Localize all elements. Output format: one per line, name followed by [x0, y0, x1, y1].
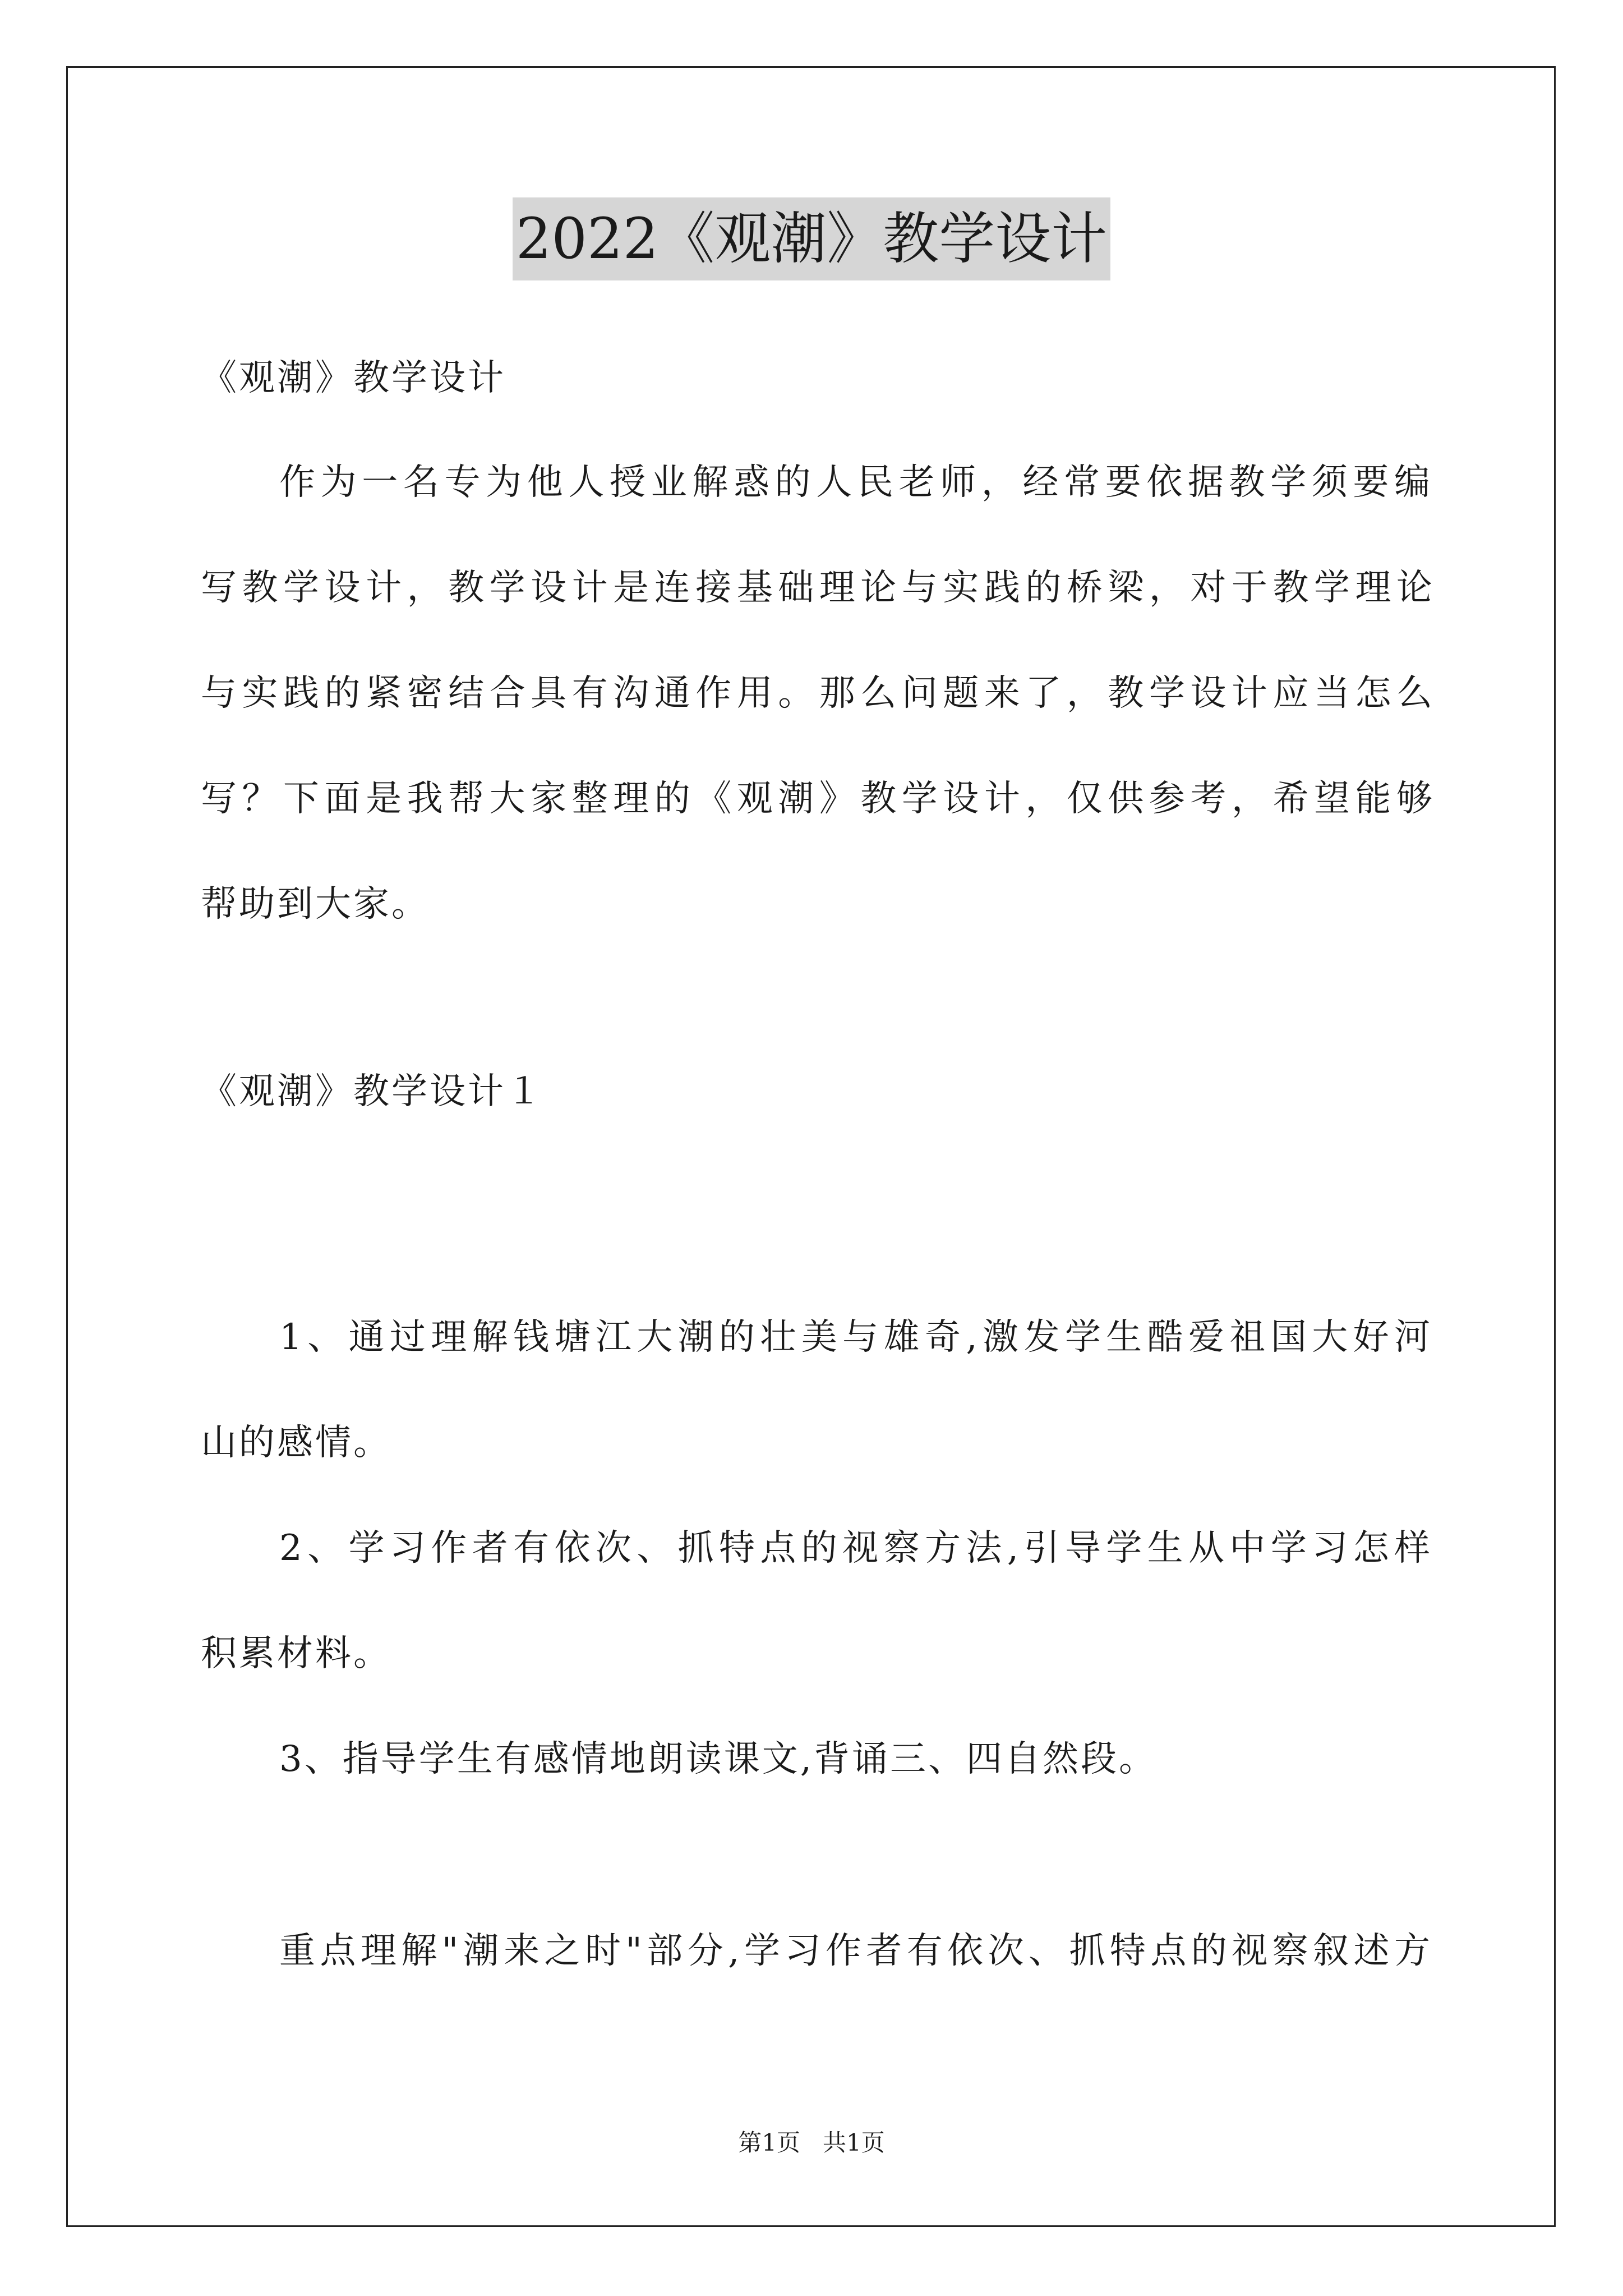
objective-1-line-1: 1、通过理解钱塘江大潮的壮美与雄奇,激发学生酷爱祖国大好河	[279, 1317, 1432, 1358]
intro-paragraph-line-2: 写教学设计，教学设计是连接基础理论与实践的桥梁，对于教学理论	[201, 567, 1435, 609]
page-footer: 第1页 共1页	[738, 2129, 885, 2156]
objective-1-line-2: 山的感情。	[201, 1422, 391, 1464]
objective-3: 3、指导学生有感情地朗读课文,背诵三、四自然段。	[279, 1738, 1158, 1780]
intro-paragraph-line-5: 帮助到大家。	[201, 884, 430, 925]
objective-2-line-1: 2、学习作者有依次、抓特点的视察方法,引导学生从中学习怎样	[279, 1527, 1432, 1569]
intro-paragraph-line-3: 与实践的紧密结合具有沟通作用。那么问题来了，教学设计应当怎么	[201, 673, 1435, 714]
objective-2-line-2: 积累材料。	[201, 1633, 391, 1674]
section-heading: 《观潮》教学设计１	[201, 1071, 544, 1112]
document-title-text: 2022《观潮》教学设计	[513, 197, 1111, 280]
subtitle: 《观潮》教学设计	[201, 357, 506, 399]
key-point-line: 重点理解"潮来之时"部分,学习作者有依次、抓特点的视察叙述方	[279, 1930, 1432, 1972]
document-title	[0, 197, 1623, 280]
intro-paragraph-line-1: 作为一名专为他人授业解惑的人民老师，经常要依据教学须要编	[279, 462, 1432, 503]
intro-paragraph-line-4: 写？下面是我帮大家整理的《观潮》教学设计，仅供参考，希望能够	[201, 778, 1435, 820]
